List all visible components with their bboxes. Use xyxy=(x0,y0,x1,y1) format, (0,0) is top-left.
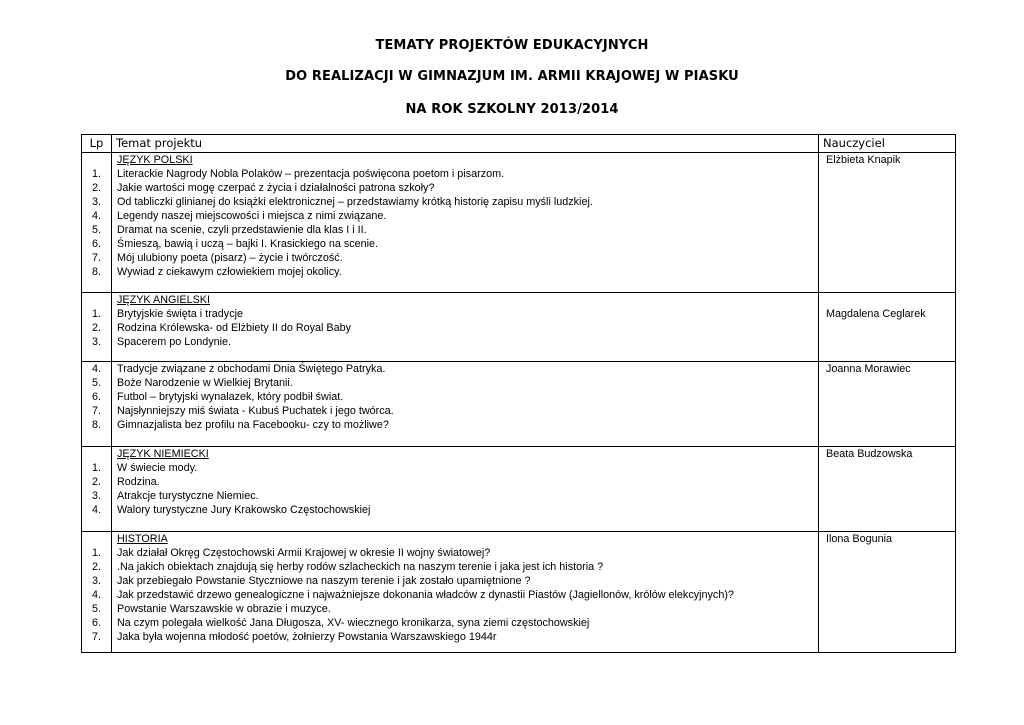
item-number: 2. xyxy=(91,182,101,194)
row-numbers xyxy=(82,362,112,447)
item-number: 6. xyxy=(91,238,101,250)
row-topics xyxy=(112,362,819,447)
teacher-name xyxy=(819,532,956,653)
row-topics xyxy=(112,293,819,362)
item-number: 1. xyxy=(91,547,101,559)
item-number: 5. xyxy=(91,377,101,389)
header-lp: Lp xyxy=(82,135,112,153)
project-topic: .Na jakich obiektach znajdują się herby rodów szlacheckich na naszym terenie i jaka jest ich historia ? xyxy=(117,561,604,573)
teacher-name xyxy=(819,293,956,362)
item-number: 1. xyxy=(91,308,101,320)
project-topic: Boże Narodzenie w Wielkiej Brytanii. xyxy=(117,377,293,389)
project-topic: Jak przebiegało Powstanie Styczniowe na naszym terenie i jak zostało upamiętnione ? xyxy=(117,575,531,587)
teacher-name xyxy=(819,362,956,447)
table-row xyxy=(82,293,956,362)
item-number: 7. xyxy=(91,405,101,417)
project-topic: Rodzina. xyxy=(117,476,160,488)
project-topic: Legendy naszej miejscowości i miejsca z nimi związane. xyxy=(117,210,387,222)
project-topic: Od tabliczki glinianej do książki elektronicznej – przedstawiamy krótką historię zapisu myśli ludzkiej. xyxy=(117,196,593,208)
project-topic: Jaka była wojenna młodość poetów, żołnierzy Powstania Warszawskiego 1944r xyxy=(117,631,497,643)
project-topic: Wywiad z ciekawym człowiekiem mojej okolicy. xyxy=(117,266,342,278)
project-topic: Śmieszą, bawią i uczą – bajki I. Krasickiego na scenie. xyxy=(117,238,379,250)
item-number: 2. xyxy=(91,476,101,488)
project-topic: Rodzina Królewska- od Elżbiety II do Royal Baby xyxy=(117,322,352,334)
header-topic: Temat projektu xyxy=(112,135,819,153)
item-number: 3. xyxy=(91,490,101,502)
row-numbers xyxy=(82,447,112,532)
item-number: 6. xyxy=(91,617,101,629)
table-row xyxy=(82,532,956,653)
project-topic: Powstanie Warszawskie w obrazie i muzyce. xyxy=(117,603,331,615)
project-topic: Walory turystyczne Jury Krakowsko Częstochowskiej xyxy=(117,504,371,516)
teacher-label: Joanna Morawiec xyxy=(826,363,911,375)
project-topic: Mój ulubiony poeta (pisarz) – życie i twórczość. xyxy=(117,252,343,264)
table-row xyxy=(82,153,956,293)
teacher-label: Elżbieta Knapik xyxy=(826,154,901,166)
table-row xyxy=(82,447,956,532)
header-teacher: Nauczyciel xyxy=(819,135,956,153)
item-number: 3. xyxy=(91,575,101,587)
item-number: 4. xyxy=(91,504,101,516)
row-topics xyxy=(112,532,819,653)
item-number: 6. xyxy=(91,391,101,403)
row-numbers xyxy=(82,532,112,653)
project-topic: Dramat na scenie, czyli przedstawienie dla klas I i II. xyxy=(117,224,367,236)
subject-heading: JĘZYK POLSKI xyxy=(117,154,193,166)
row-numbers xyxy=(82,293,112,362)
document-title-line-1: TEMATY PROJEKTÓW EDUKACYJNYCH xyxy=(375,38,649,53)
item-number: 5. xyxy=(91,603,101,615)
teacher-name xyxy=(819,153,956,293)
project-topic: Najsłynniejszy miś świata - Kubuś Puchatek i jego twórca. xyxy=(117,405,394,417)
project-topic: Jak działał Okręg Częstochowski Armii Krajowej w okresie II wojny światowej? xyxy=(117,547,491,559)
row-topics xyxy=(112,447,819,532)
subject-heading: JĘZYK NIEMIECKI xyxy=(117,448,209,460)
item-number: 7. xyxy=(91,252,101,264)
subject-heading: JĘZYK ANGIELSKI xyxy=(117,294,211,306)
table-row xyxy=(82,362,956,447)
project-topic: Jak przedstawić drzewo genealogiczne i najważniejsze dokonania władców z dynastii Piastów (Jagiellonów, królów elekcyjnych)? xyxy=(117,589,734,601)
project-topic: Atrakcje turystyczne Niemiec. xyxy=(117,490,259,502)
project-topic: Brytyjskie święta i tradycje xyxy=(117,308,243,320)
teacher-name xyxy=(819,447,956,532)
item-number: 7. xyxy=(91,631,101,643)
subject-heading: HISTORIA xyxy=(117,533,168,545)
item-number: 1. xyxy=(91,462,101,474)
item-number: 2. xyxy=(91,322,101,334)
item-number: 4. xyxy=(91,363,101,375)
teacher-label: Magdalena Ceglarek xyxy=(826,308,926,320)
project-topic: Futbol – brytyjski wynalazek, który podbił świat. xyxy=(117,391,344,403)
row-numbers xyxy=(82,153,112,293)
item-number: 2. xyxy=(91,561,101,573)
row-topics xyxy=(112,153,819,293)
project-topic: Spacerem po Londynie. xyxy=(117,336,232,348)
document-title-line-2: DO REALIZACJI W GIMNAZJUM IM. ARMII KRAJOWEJ W PIASKU xyxy=(285,69,739,84)
item-number: 3. xyxy=(91,196,101,208)
table-header-row xyxy=(82,135,956,153)
item-number: 4. xyxy=(91,210,101,222)
project-topic: Jakie wartości mogę czerpać z życia i działalności patrona szkoły? xyxy=(117,182,435,194)
project-topic: Gimnazjalista bez profilu na Facebooku- czy to możliwe? xyxy=(117,419,389,431)
item-number: 4. xyxy=(91,589,101,601)
teacher-label: Beata Budzowska xyxy=(826,448,913,460)
project-topic: Na czym polegała wielkość Jana Długosza, XV- wiecznego kronikarza, syna ziemi częstochowskiej xyxy=(117,617,590,629)
project-topic: Tradycje związane z obchodami Dnia Świętego Patryka. xyxy=(117,363,386,375)
item-number: 5. xyxy=(91,224,101,236)
item-number: 8. xyxy=(91,266,101,278)
item-number: 3. xyxy=(91,336,101,348)
teacher-label: Ilona Bogunia xyxy=(826,533,893,545)
item-number: 1. xyxy=(91,168,101,180)
item-number: 8. xyxy=(91,419,101,431)
project-topic: W świecie mody. xyxy=(117,462,198,474)
project-topic: Literackie Nagrody Nobla Polaków – prezentacja poświęcona poetom i pisarzom. xyxy=(117,168,505,180)
projects-table xyxy=(81,134,956,653)
document-title-line-3: NA ROK SZKOLNY 2013/2014 xyxy=(405,102,619,117)
